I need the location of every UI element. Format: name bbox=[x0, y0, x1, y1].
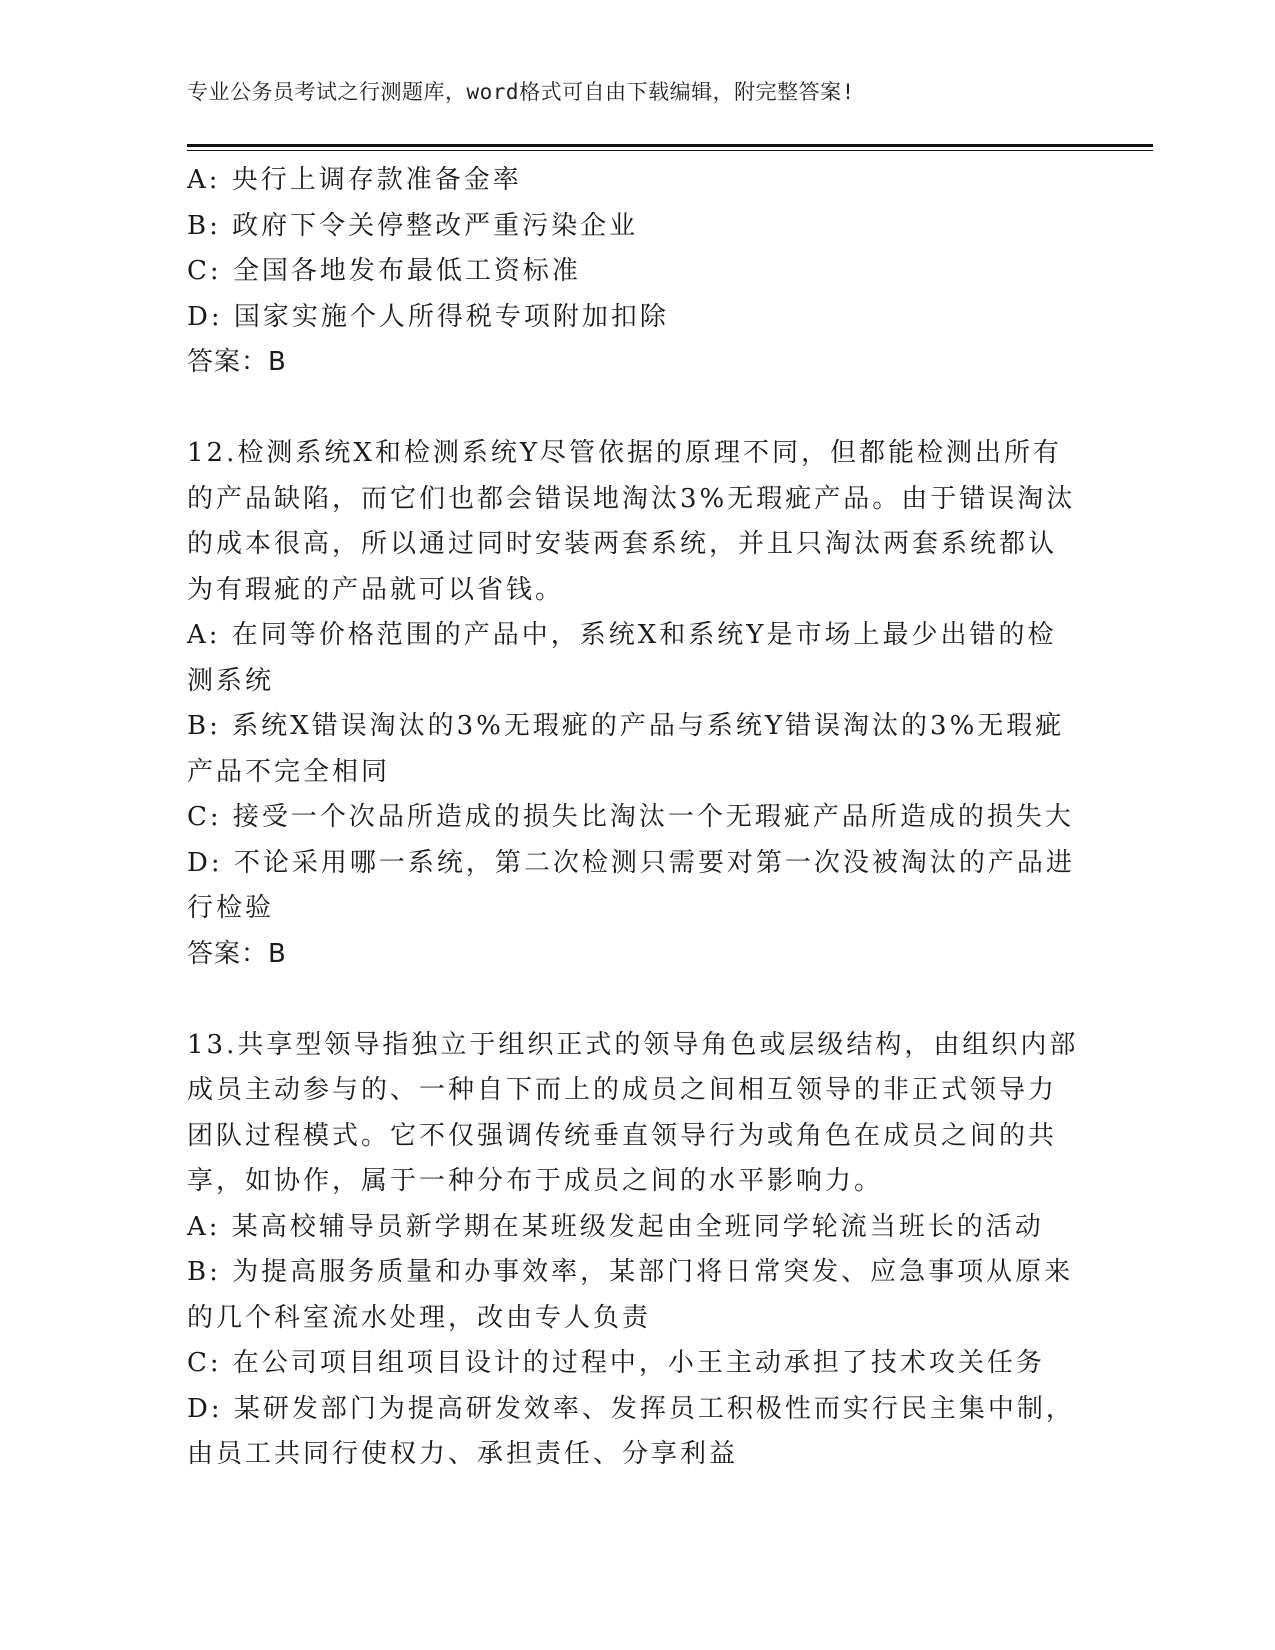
option-line: 由员工共同行使权力、承担责任、分享利益 bbox=[187, 1439, 739, 1469]
header-rule-thin bbox=[187, 150, 1153, 151]
stem-line: 13.共享型领导指独立于组织正式的领导角色或层级结构，由组织内部 bbox=[187, 1029, 1079, 1060]
spacer bbox=[187, 977, 1067, 1023]
option-line: B: 为提高服务质量和办事效率，某部门将日常突发、应急事项从原来 bbox=[187, 1257, 1074, 1287]
option-a: A: 央行上调存款准备金率 bbox=[187, 165, 522, 195]
option-line: 行检验 bbox=[187, 893, 275, 923]
stem-line: 12.检测系统X和检测系统Y尽管依据的原理不同，但都能检测出所有 bbox=[187, 438, 1063, 468]
question-13-options bbox=[187, 1205, 1075, 1478]
option-b: B: 政府下令关停整改严重污染企业 bbox=[187, 210, 639, 241]
stem-line: 享，如协作，属于一种分布于成员之间的水平影响力。 bbox=[187, 1166, 884, 1196]
option-d: D: 国家实施个人所得税专项附加扣除 bbox=[187, 301, 669, 332]
question-12-options bbox=[187, 613, 1075, 932]
option-line: D: 不论采用哪一系统，第二次检测只需要对第一次没被淘汰的产品进 bbox=[187, 847, 1075, 878]
stem-line: 成员主动参与的、一种自下而上的成员之间相互领导的非正式领导力 bbox=[187, 1075, 1058, 1105]
question-12-answer: 答案：B bbox=[187, 938, 287, 969]
option-line: C: 接受一个次品所造成的损失比淘汰一个无瑕疵产品所造成的损失大 bbox=[187, 802, 1074, 832]
option-line: A: 某高校辅导员新学期在某班级发起由全班同学轮流当班长的活动 bbox=[187, 1211, 1044, 1242]
document-body bbox=[187, 158, 1079, 1478]
option-line: 产品不完全相同 bbox=[187, 756, 391, 787]
question-11-options bbox=[187, 158, 1067, 340]
question-11-answer: 答案：B bbox=[187, 347, 287, 377]
option-line: B: 系统X错误淘汰的3%无瑕疵的产品与系统Y错误淘汰的3%无瑕疵 bbox=[187, 711, 1065, 741]
option-c: C: 全国各地发布最低工资标准 bbox=[187, 256, 581, 286]
option-line: A: 在同等价格范围的产品中，系统X和系统Y是市场上最少出错的检 bbox=[187, 620, 1057, 650]
header-rule-thick bbox=[187, 144, 1153, 147]
question-12-stem bbox=[187, 431, 1076, 613]
question-13-stem bbox=[187, 1023, 1079, 1205]
spacer bbox=[187, 386, 1067, 432]
stem-line: 团队过程模式。它不仅强调传统垂直领导行为或角色在成员之间的共 bbox=[187, 1120, 1058, 1151]
option-line: 的几个科室流水处理，改由专人负责 bbox=[187, 1302, 652, 1333]
option-line: 测系统 bbox=[187, 665, 275, 696]
option-line: C: 在公司项目组项目设计的过程中，小王主动承担了技术攻关任务 bbox=[187, 1348, 1045, 1378]
stem-line: 为有瑕疵的产品就可以省钱。 bbox=[187, 574, 565, 605]
stem-line: 的成本很高，所以通过同时安装两套系统，并且只淘汰两套系统都认 bbox=[187, 529, 1058, 559]
page-header: 专业公务员考试之行测题库，word格式可自由下载编辑，附完整答案! bbox=[187, 80, 855, 104]
option-line: D: 某研发部门为提高研发效率、发挥员工积极性而实行民主集中制， bbox=[187, 1393, 1075, 1424]
stem-line: 的产品缺陷，而它们也都会错误地淘汰3%无瑕疵产品。由于错误淘汰 bbox=[187, 483, 1076, 514]
